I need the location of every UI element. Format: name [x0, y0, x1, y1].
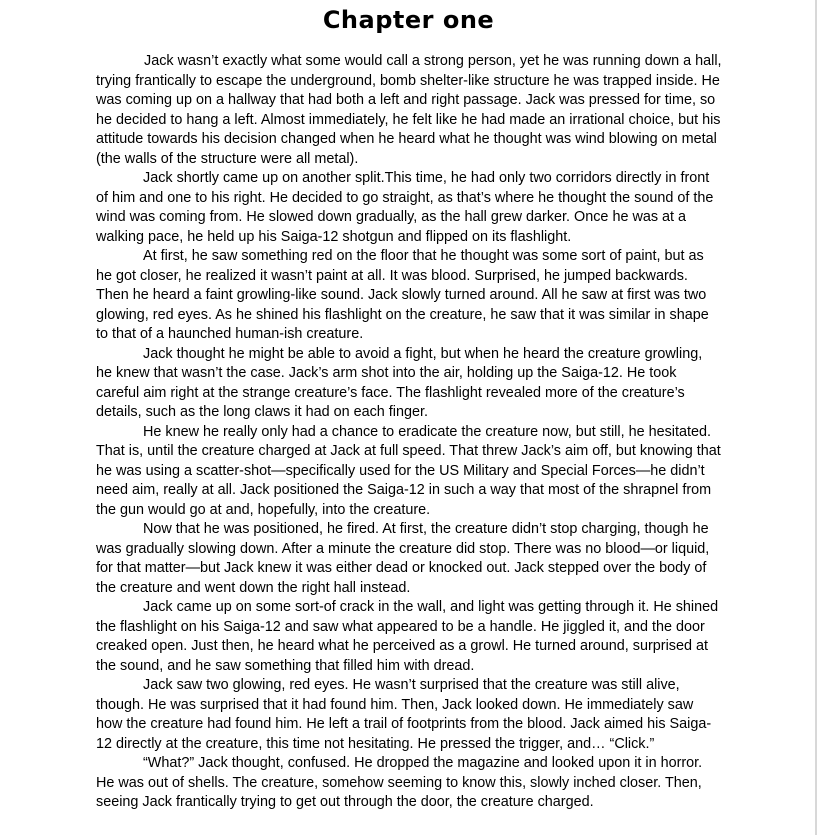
paragraph-4: Jack thought he might be able to avoid a fight, but when he heard the creature growling, he knew that wasn’t the case. Jack’s arm shot into the air, holding up the Saiga-12. He took careful aim right at the strange creature’s face. The flashlight revealed more of the creature’s details, such as the long claws it had on each finger. [96, 345, 703, 420]
paragraph-7: Jack came up on some sort-of crack in the wall, and light was getting through it. He shined the flashlight on his Saiga-12 and saw what appeared to be a handle. He jiggled it, and the door creaked open. Just then, he heard what he perceived as a growl. He turned around, surprised at the sound, and he saw something that filled him with dread. [96, 599, 719, 674]
paragraph-1: Jack wasn’t exactly what some would call a strong person, yet he was running down a hall, trying frantically to escape the underground, bomb shelter-like structure he was trapped inside. He was coming up on a hallway that had both a left and right passage. Jack was pressed for time, so he decided to hang a left. Almost immediately, he felt like he had made an irrational choice, but his attitude towards his decision changed when he heard what he thought was wind blowing on metal (the walls of the structure were all metal). [96, 53, 722, 167]
paragraph-2: Jack shortly came up on another split.This time, he had only two corridors directly in front of him and one to his right. He decided to go straight, as that’s where he thought the sound of the wind was coming from. He slowed down gradually, as the hall grew darker. Once he was at a walking pace, he held up his Saiga-12 shotgun and flipped on its flashlight. [96, 170, 714, 245]
paragraph-8: Jack saw two glowing, red eyes. He wasn’t surprised that the creature was still alive, though. He was surprised that it had found him. Then, Jack looked down. He immediately saw how the creature had found him. He left a trail of footprints from the blood. Jack aimed his Saiga-12 directly at the creature, this time not hesitating. He pressed the trigger, and… “Click.” [96, 677, 712, 752]
paragraph-5: He knew he really only had a chance to eradicate the creature now, but still, he hesitated. That is, until the creature charged at Jack at full speed. That threw Jack’s aim off, but knowing that he was using a scatter-shot—specifically used for the US Military and Special Forces—he didn’t need aim, really at all. Jack positioned the Saiga-12 in such a way that most of the shrapnel from the gun would go at and, hopefully, into the creature. [96, 423, 721, 518]
paragraph-3: At first, he saw something red on the floor that he thought was some sort of paint, but as he got closer, he realized it wasn’t paint at all. It was blood. Surprised, he jumped backwards. Then he heard a faint growling-like sound. Jack slowly turned around. All he saw at first was two glowing, red eyes. As he shined his flashlight on the creature, he saw that it was similar in shape to that of a haunched human-ish creature. [96, 248, 709, 342]
paragraph-6: Now that he was positioned, he fired. At first, the creature didn’t stop charging, though he was gradually slowing down. After a minute the creature did stop. There was no blood—or liquid, for that matter—but Jack knew it was either dead or knocked out. Jack stepped over the body of the creature and went down the right hall instead. [96, 521, 710, 596]
chapter-title: Chapter one [322, 6, 495, 34]
paragraph-9: “What?” Jack thought, confused. He dropped the magazine and looked upon it in horror. He was out of shells. The creature, somehow seeming to know this, slowly inched closer. Then, seeing Jack frantically trying to get out through the door, the creature charged. [96, 755, 703, 810]
chapter-body [96, 52, 722, 813]
